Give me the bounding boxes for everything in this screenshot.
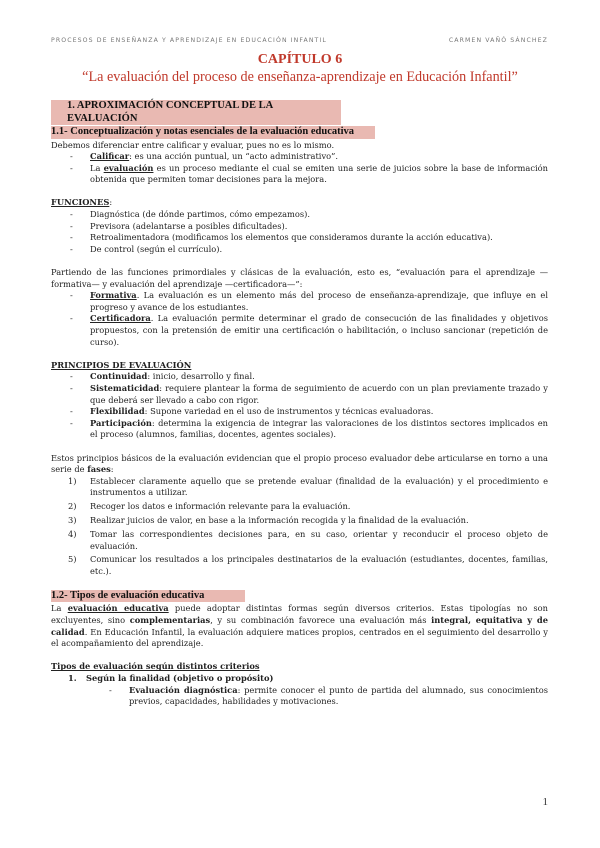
- chapter-subtitle: “La evaluación del proceso de enseñanza-aprendizaje en Educación Infantil”: [82, 69, 518, 85]
- evaluation-types-list: [51, 290, 548, 348]
- criterios-label: Tipos de evaluación según distintos criterios: [51, 661, 260, 672]
- list-item: - Previsora (adelantarse a posibles dificultades).: [76, 221, 548, 233]
- list-item: - Participación: determina la exigencia de integrar las valoraciones de los distintos sectores implicados en el proceso (alumnos, familias, docentes, agentes sociales).: [76, 418, 548, 441]
- list-item: 2) Recoger los datos e información relevante para la evaluación.: [68, 501, 351, 512]
- list-item: - Calificar: es una acción puntual, un “acto administrativo”.: [76, 151, 548, 163]
- finalidad-list: [51, 685, 548, 708]
- fases-list: [51, 476, 548, 578]
- running-header-right: CARMEN VAÑÓ SÁNCHEZ: [448, 37, 548, 44]
- funciones-label: FUNCIONES:: [51, 197, 113, 208]
- list-item: - La evaluación es un proceso mediante el cual se emiten una serie de juicios sobre la base de información obtenida que permiten tomar decisiones para la mejora.: [76, 163, 548, 186]
- subsection-heading-1-2: 1.2- Tipos de evaluación educativa: [51, 590, 245, 603]
- criterio-item: 1. Según la finalidad (objetivo o propósito): [68, 673, 274, 684]
- list-item: 4) Tomar las correspondientes decisiones para, en su caso, orientar y reconducir el proceso objeto de evaluación.: [68, 528, 548, 551]
- principios-label: PRINCIPIOS DE EVALUACIÓN: [51, 359, 192, 370]
- list-item: - Formativa. La evaluación es un elemento más del proceso de enseñanza-aprendizaje, que influye en el progreso y avance de los estudiantes.: [76, 290, 548, 313]
- partiendo-paragraph: Partiendo de las funciones primordiales y clásicas de la evaluación, esto es, “evaluación para el aprendizaje —formativa— y evaluación del aprendizaje —certificadora—”:: [51, 267, 548, 289]
- list-item: - Certificadora. La evaluación permite determinar el grado de consecución de las finalidades y objetivos propuestos, con la pretensión de emitir una certificación o habilitación, o incluso sancionar (repetición de curso).: [76, 313, 548, 348]
- list-item: 3) Realizar juicios de valor, en base a la información recogida y la finalidad de la evaluación.: [68, 515, 469, 526]
- intro-paragraph: Debemos diferenciar entre calificar y evaluar, pues no es lo mismo.: [51, 139, 335, 150]
- running-header-left: PROCESOS DE ENSEÑANZA Y APRENDIZAJE EN EDUCACIÓN INFANTIL: [51, 37, 327, 44]
- list-item: - De control (según el currículo).: [76, 244, 548, 256]
- tipos-paragraph: La evaluación educativa puede adoptar distintas formas según diversos criterios. Estas tipologías no son excluyentes, sino complementarias, y su combinación favorece una evaluación más integral, equitativa y de calidad. En Educación Infantil, la evaluación adquiere matices propios, centrados en el seguimiento del desarrollo y el acompañamiento del aprendizaje.: [51, 603, 549, 649]
- chapter-title: CAPÍTULO 6: [257, 52, 343, 67]
- list-item: - Flexibilidad: Supone variedad en el uso de instrumentos y técnicas evaluadoras.: [76, 406, 548, 418]
- definitions-list: [51, 151, 548, 186]
- list-item: - Continuidad: inicio, desarrollo y final.: [76, 371, 548, 383]
- list-item: 1) Establecer claramente aquello que se pretende evaluar (finalidad de la evaluación) y el procedimiento e instrumentos a utilizar.: [68, 475, 548, 498]
- page-body: [51, 100, 548, 708]
- list-item: - Sistematicidad: requiere plantear la forma de seguimiento de acuerdo con un plan previamente trazado y que deberá ser llevado a cabo con rigor.: [76, 383, 548, 406]
- list-item: - Evaluación diagnóstica: permite conocer el punto de partida del alumnado, sus conocimientos previos, capacidades, habilidades y motivaciones.: [117, 685, 548, 708]
- subsection-heading-1-1: 1.1- Conceptualización y notas esenciales de la evaluación educativa: [51, 126, 375, 139]
- principios-list: [51, 371, 548, 441]
- page-number: 1: [542, 796, 548, 808]
- section-heading-1: 1. APROXIMACIÓN CONCEPTUAL DE LA EVALUACIÓN: [51, 100, 341, 125]
- list-item: 5) Comunicar los resultados a los principales destinatarios de la evaluación (estudiantes, docentes, familias, etc.).: [68, 554, 548, 577]
- funciones-list: [51, 209, 548, 255]
- list-item: - Retroalimentadora (modificamos los elementos que consideramos durante la acción educativa).: [76, 232, 548, 244]
- list-item: - Diagnóstica (de dónde partimos, cómo empezamos).: [76, 209, 548, 221]
- fases-intro: Estos principios básicos de la evaluación evidencian que el propio proceso evaluador debe articularse en torno a una serie de fases:: [51, 452, 548, 475]
